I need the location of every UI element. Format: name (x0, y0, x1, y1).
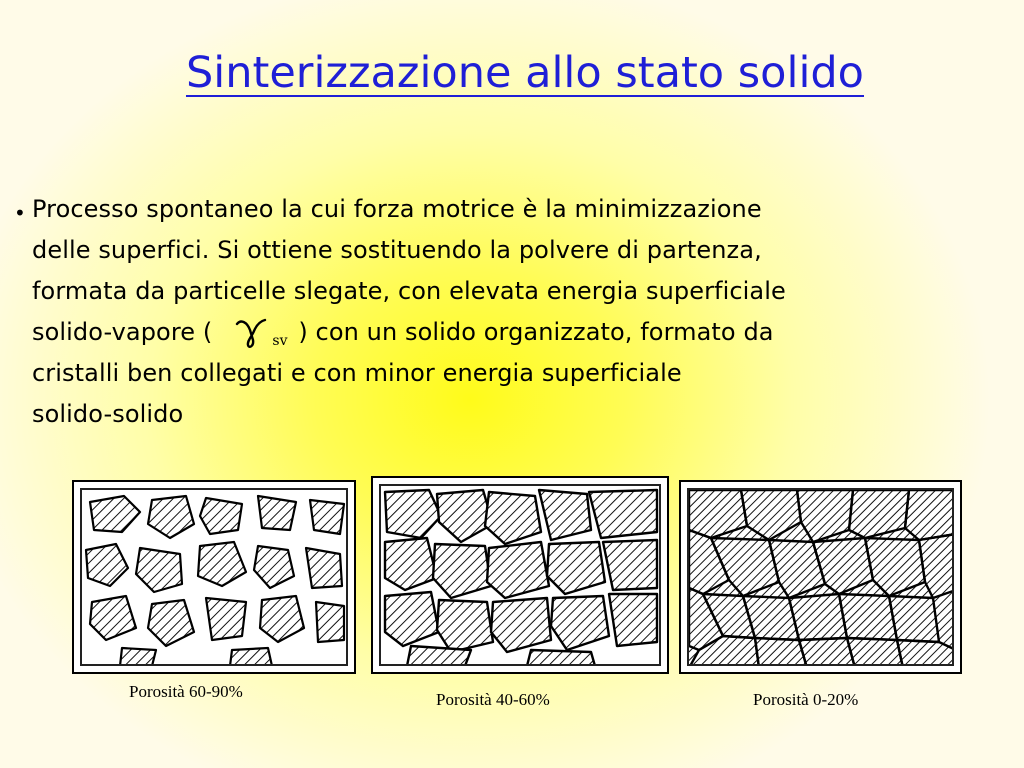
partially-sintered-microstructure-icon (381, 486, 661, 666)
bullet-line-4-end: ) con un solido organizzato, formato da (298, 318, 774, 346)
figure-caption-1: Porosità 60-90% (129, 682, 243, 701)
loose-powder-microstructure-icon (82, 490, 348, 666)
bullet-line-1: Processo spontaneo la cui forza motrice è la minimizzazione (32, 195, 762, 223)
slide-title: Sinterizzazione allo stato solido (185, 48, 864, 98)
bullet-line-4 (32, 318, 774, 349)
figure-panel-2 (371, 476, 669, 674)
gamma-icon (234, 316, 268, 350)
bullet-line-4-start: solido-vapore ( (32, 318, 213, 346)
dense-sintered-microstructure-icon (689, 490, 954, 666)
gamma-subscript: sv (272, 333, 288, 349)
figure-caption-3: Porosità 0-20% (753, 690, 859, 709)
gamma-symbol (212, 318, 298, 349)
figure-panel-1 (72, 480, 356, 674)
figure-panel-3 (679, 480, 962, 674)
microstructure-image-3 (687, 488, 954, 666)
bullet-line-2: delle superfici. Si ottiene sostituendo la polvere di partenza, (32, 236, 762, 264)
bullet-line-3: formata da particelle slegate, con elevata energia superficiale (32, 277, 786, 305)
bullet-marker: • (14, 201, 26, 225)
figure-caption-2: Porosità 40-60% (436, 690, 550, 709)
microstructure-image-2 (379, 484, 661, 666)
microstructure-image-1 (80, 488, 348, 666)
bullet-line-5: cristalli ben collegati e con minor energia superficiale (32, 359, 682, 387)
bullet-line-6: solido-solido (32, 400, 184, 428)
